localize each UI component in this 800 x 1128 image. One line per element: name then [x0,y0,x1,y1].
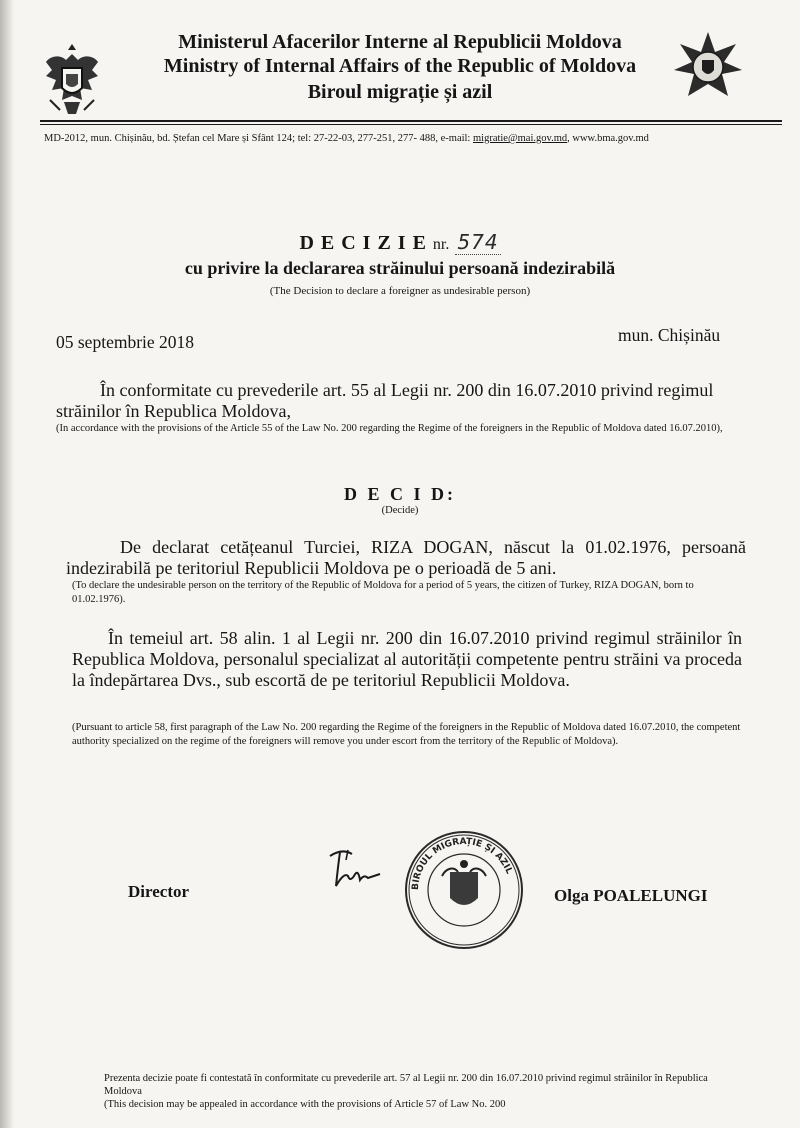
signatory-name: Olga POALELUNGI [554,886,708,905]
website-text: , www.bma.gov.md [567,133,649,144]
decision-subtitle-en: (The Decision to declare a foreigner as undesirable person) [269,285,531,297]
header-divider-thin [40,124,782,125]
decide-heading: D E C I D: [343,484,456,504]
decision-place: mun. Chișinău [618,325,721,345]
contact-line [44,133,784,144]
appeal-notice-ro: Prezenta decizie poate fi contestată în conformitate cu prevederile art. 57 al Legii nr. 200 din 16.07.2010 privind regimul străinilor în Republica Moldova [104,1073,708,1097]
decision-nr-label: nr. [432,236,450,253]
decision-title: D E C I Z I E [299,232,427,254]
appeal-notice-en: (This decision may be appealed in accordance with the provisions of Article 57 of Law No. 200 [104,1099,506,1110]
decision-date: 05 septembrie 2018 [56,332,195,352]
official-round-seal-icon [402,828,526,952]
preamble-translation: (In accordance with the provisions of the Article 55 of the Law No. 200 regarding the Regime of the foreigners in the Republic of Moldova dated 16.07.2010), [56,423,723,434]
page-edge-shadow [0,0,14,1128]
svg-text:BIROUL MIGRAȚIE ȘI AZIL: BIROUL MIGRAȚIE ȘI AZIL [410,836,514,891]
address-text: MD-2012, mun. Chișinău, bd. Ștefan cel Mare și Sfânt 124; tel: 27-22-03, 277-251, 277- 488, e-mail: [44,133,473,144]
removal-text: În temeiul art. 58 alin. 1 al Legii nr. 200 din 16.07.2010 privind regimul străinilor în Republica Moldova, personalul specializat al autorității competente pentru străini va proceda la îndepărtarea Dvs., sub escortă de pe teritoriul Republicii Moldova. [72,628,742,690]
ministry-star-emblem-icon [672,30,744,102]
header-ministry-en: Ministry of Internal Affairs of the Republic of Moldova [163,55,637,77]
appeal-notice [104,1072,744,1111]
decision-text: De declarat cetățeanul Turciei, RIZA DOGAN, născut la 01.02.1976, persoană indezirabilă pe teritoriul Republicii Moldova pe o perioadă de 5 ani. [66,537,746,578]
decision-paragraph [66,537,746,579]
removal-paragraph [72,628,742,691]
header-divider [40,120,782,122]
handwritten-signature-icon [322,846,386,892]
decision-heading [0,230,800,255]
removal-translation: (Pursuant to article 58, first paragraph of the Law No. 200 regarding the Regime of the foreigners in the Republic of Moldova dated 16.07.2010, the competent authority specialized on the regime of the foreigners will remove you under escort from the territory of the Republic of Moldova). [72,722,741,747]
decision-subtitle: cu privire la declararea străinului persoană indezirabilă [184,258,616,278]
email-link[interactable]: migratie@mai.gov.md [472,133,568,144]
moldova-coat-of-arms-icon [40,40,104,120]
decide-heading-en: (Decide) [381,505,419,516]
signatory-title: Director [128,882,190,901]
preamble-paragraph [56,380,746,422]
preamble-text: În conformitate cu prevederile art. 55 al Legii nr. 200 din 16.07.2010 privind regimul străinilor în Republica Moldova, [56,380,714,421]
decision-number: 574 [457,230,499,254]
header-bureau: Biroul migrație și azil [307,81,493,103]
decision-translation: (To declare the undesirable person on the territory of the Republic of Moldova for a period of 5 years, the citizen of Turkey, RIZA DOGAN, born to 01.02.1976). [72,580,694,605]
header-ministry-ro: Ministerul Afacerilor Interne al Republicii Moldova [178,31,622,53]
